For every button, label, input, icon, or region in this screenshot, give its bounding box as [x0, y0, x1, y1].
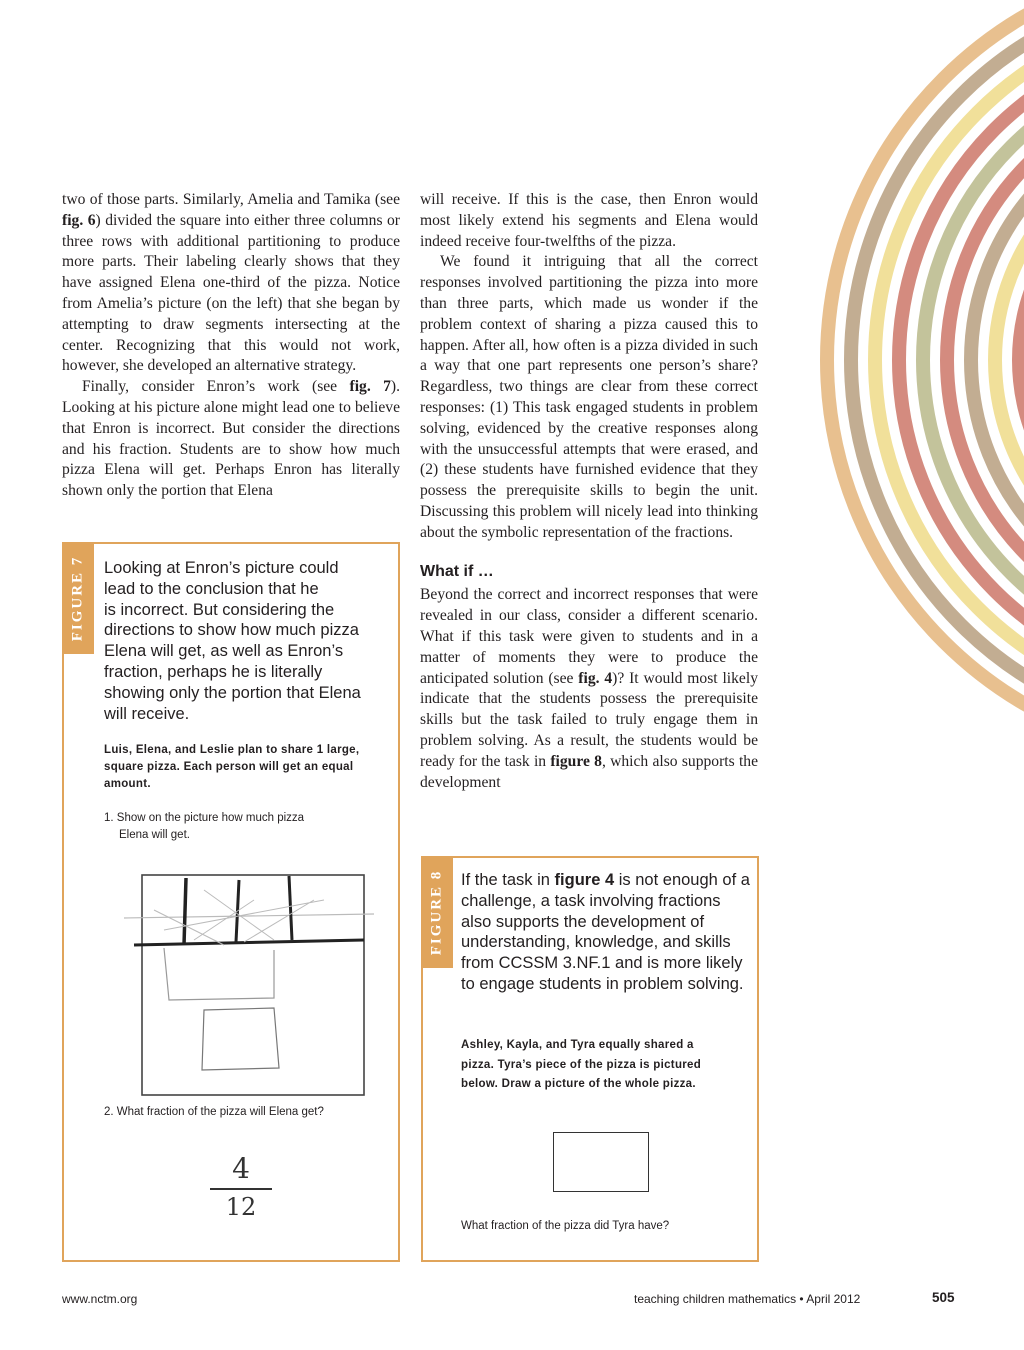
figure-7-question-2: 2. What fraction of the pizza will Elena get?	[104, 1106, 324, 1118]
figure-8-tab: FIGURE 8	[421, 856, 453, 968]
figure-7-task: Luis, Elena, and Leslie plan to share 1 large, square pizza. Each person will get an equal amount.	[104, 744, 360, 790]
left-paragraph-2: Finally, consider Enron’s work (see fig. 7). Looking at his picture alone might lead one to believe that Enron is incorrect. But consider the directions and his fraction. Students are to show how much pizza Elena will get. Perhaps Enron has literally shown only the portion that Elena	[62, 378, 400, 500]
fraction-numerator: 4	[232, 1152, 250, 1185]
figure-8-caption: If the task in figure 4 is not enough of a challenge, a task involving fractions also supports the development of understanding, knowledge, and skills from CCSSM 3.NF.1 and is more likely to engage students in problem solving.	[461, 871, 750, 993]
right-paragraph-2: We found it intriguing that all the correct responses involved partitioning the pizza into more than three parts, which made us wonder if the problem context of sharing a pizza caused this to happen. After all, how often is a pizza divided in such a way that one part represents one person’s share? Regardless, two things are clear from these correct responses: (1) This task engaged students in problem solving, evidenced by the creative responses along with the unsuccessful attempts that were erased, and (2) these students have furnished evidence that they possess the prerequisite skills to begin the unit. Discussing this problem will nicely lead into thinking about the symbolic representation of the fractions.	[420, 253, 758, 541]
right-paragraph-3: Beyond the correct and incorrect responses that were revealed in our class, consider a different scenario. What if this task were given to students and in a matter of moments they were to produce the anticipated solution (see fig. 4)? It would most likely indicate that the students possess the prerequisite skills but the task failed to truly engage them in problem solving. As a result, the students would be ready for the task in figure 8, which also supports the development	[420, 586, 758, 791]
fig6-reference: fig. 6	[62, 211, 96, 229]
figure-8-box	[421, 856, 759, 1262]
figure-7-question-1: 1. Show on the picture how much pizza Elena will get.	[104, 812, 305, 841]
enron-pizza-drawing	[124, 870, 374, 1102]
figure-7-caption: Looking at Enron’s picture could lead to the conclusion that he is incorrect. But considering the directions to show how much pizza Elena will get, as well as Enron’s fraction, perhaps he is literally showing only the portion that Elena will receive.	[104, 559, 361, 723]
left-column	[62, 190, 400, 502]
fraction-bar	[210, 1188, 272, 1190]
page-number: 505	[932, 1290, 955, 1305]
right-column	[420, 190, 758, 793]
fraction-denominator: 12	[225, 1193, 257, 1221]
figure-8-task: Ashley, Kayla, and Tyra equally shared a pizza. Tyra’s piece of the pizza is pictured below. Draw a picture of the whole pizza.	[461, 1039, 702, 1090]
fig4-reference: fig. 4	[578, 669, 613, 687]
fig7-reference: fig. 7	[349, 378, 391, 396]
tyra-piece-rectangle	[553, 1132, 649, 1192]
figure-8-question: What fraction of the pizza did Tyra have?	[461, 1220, 670, 1232]
figure8-reference: figure 8	[550, 752, 602, 770]
footer-website: www.nctm.org	[62, 1292, 138, 1306]
figure4-reference: figure 4	[554, 871, 615, 889]
section-heading-what-if: What if …	[420, 562, 494, 580]
right-paragraph-1: will receive. If this is the case, then Enron would most likely extend his segments and Elena would indeed receive four-twelfths of the pizza.	[420, 191, 758, 250]
footer-journal: teaching children mathematics • April 2012	[634, 1292, 861, 1306]
figure-7-tab: FIGURE 7	[62, 542, 94, 654]
left-paragraph-1: two of those parts. Similarly, Amelia and Tamika (see fig. 6) divided the square into either three columns or three rows with additional partitioning to produce more parts. Their labeling clearly shows that they have assigned Elena one-third of the pizza. Notice from Amelia’s picture (on the left) that she began by attempting to draw segments intersecting at the center. Recognizing that this would not work, however, she developed an alternative strategy.	[62, 191, 401, 375]
enron-fraction-answer	[206, 1154, 276, 1220]
figure-7-box	[62, 542, 400, 1262]
